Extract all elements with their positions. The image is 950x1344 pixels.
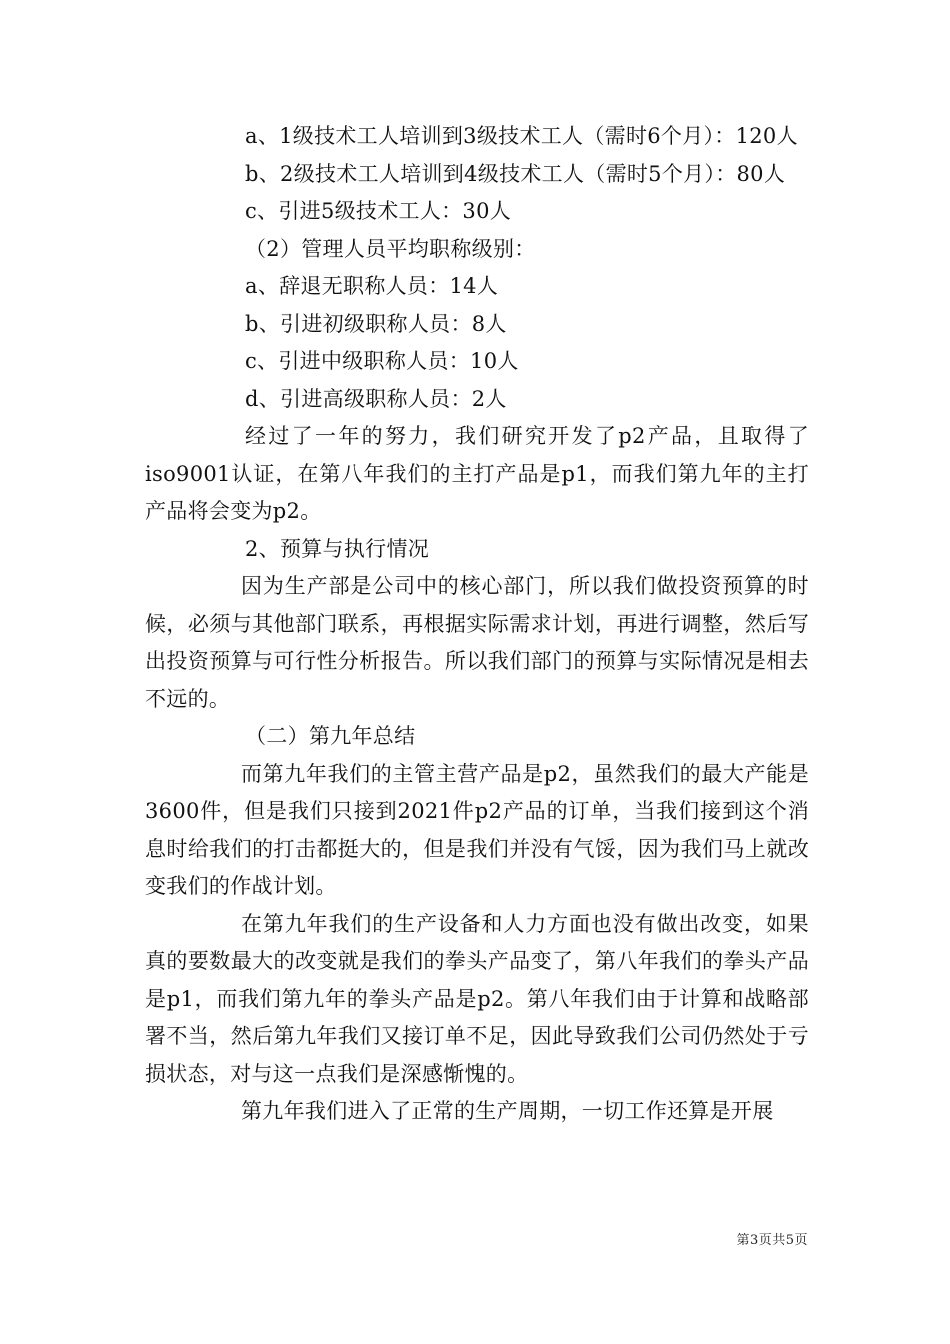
paragraph-list-c-hire-workers: c、引进5级技术工人：30人 [245, 199, 512, 223]
paragraph-year-nine-changes: 在第九年我们的生产设备和人力方面也没有做出改变，如果真的要数最大的改变就是我们的拳头产品变了，第八年我们的拳头产品是p1，而我们第九年的拳头产品是p2。第八年我们由于计算和战略部署不当，然后第九年我们又接订单不足，因此导致我们公司仍然处于亏损状态，对与这一点我们是深感惭愧的。 [145, 911, 809, 1086]
page-number-footer: 第3页共5页 [736, 1233, 808, 1248]
paragraph-list-b-junior: b、引进初级职称人员：8人 [245, 311, 507, 336]
paragraph-p2-development: 经过了一年的努力，我们研究开发了p2产品，且取得了iso9001认证，在第八年我们的主打产品是p1，而我们第九年的主打产品将会变为p2。 [145, 424, 809, 523]
paragraph-list-a-skill-training: a、1级技术工人培训到3级技术工人（需时6个月）：120人 [245, 124, 798, 148]
paragraph-list-a-dismiss: a、辞退无职称人员：14人 [245, 274, 499, 298]
paragraph-year-nine-production: 第九年我们进入了正常的生产周期，一切工作还算是开展 [241, 1099, 774, 1123]
paragraph-list-b-skill-training: b、2级技术工人培训到4级技术工人（需时5个月）：80人 [245, 161, 786, 186]
section-heading-budget: 2、预算与执行情况 [245, 536, 430, 561]
paragraph-list-c-intermediate: c、引进中级职称人员：10人 [245, 349, 519, 373]
document-body [145, 118, 809, 1131]
paragraph-management-title-level: （2）管理人员平均职称级别： [245, 236, 536, 261]
paragraph-year-nine-orders: 而第九年我们的主管主营产品是p2，虽然我们的最大产能是3600件，但是我们只接到2021件p2产品的订单，当我们接到这个消息时给我们的打击都挺大的，但是我们并没有气馁，因为我们马上就改变我们的作战计划。 [145, 761, 809, 898]
section-heading-year-nine-summary: （二）第九年总结 [245, 724, 416, 748]
paragraph-list-d-senior: d、引进高级职称人员：2人 [245, 386, 507, 411]
paragraph-budget-execution: 因为生产部是公司中的核心部门，所以我们做投资预算的时候，必须与其他部门联系，再根据实际需求计划，再进行调整，然后写出投资预算与可行性分析报告。所以我们部门的预算与实际情况是相去不远的。 [145, 574, 809, 711]
